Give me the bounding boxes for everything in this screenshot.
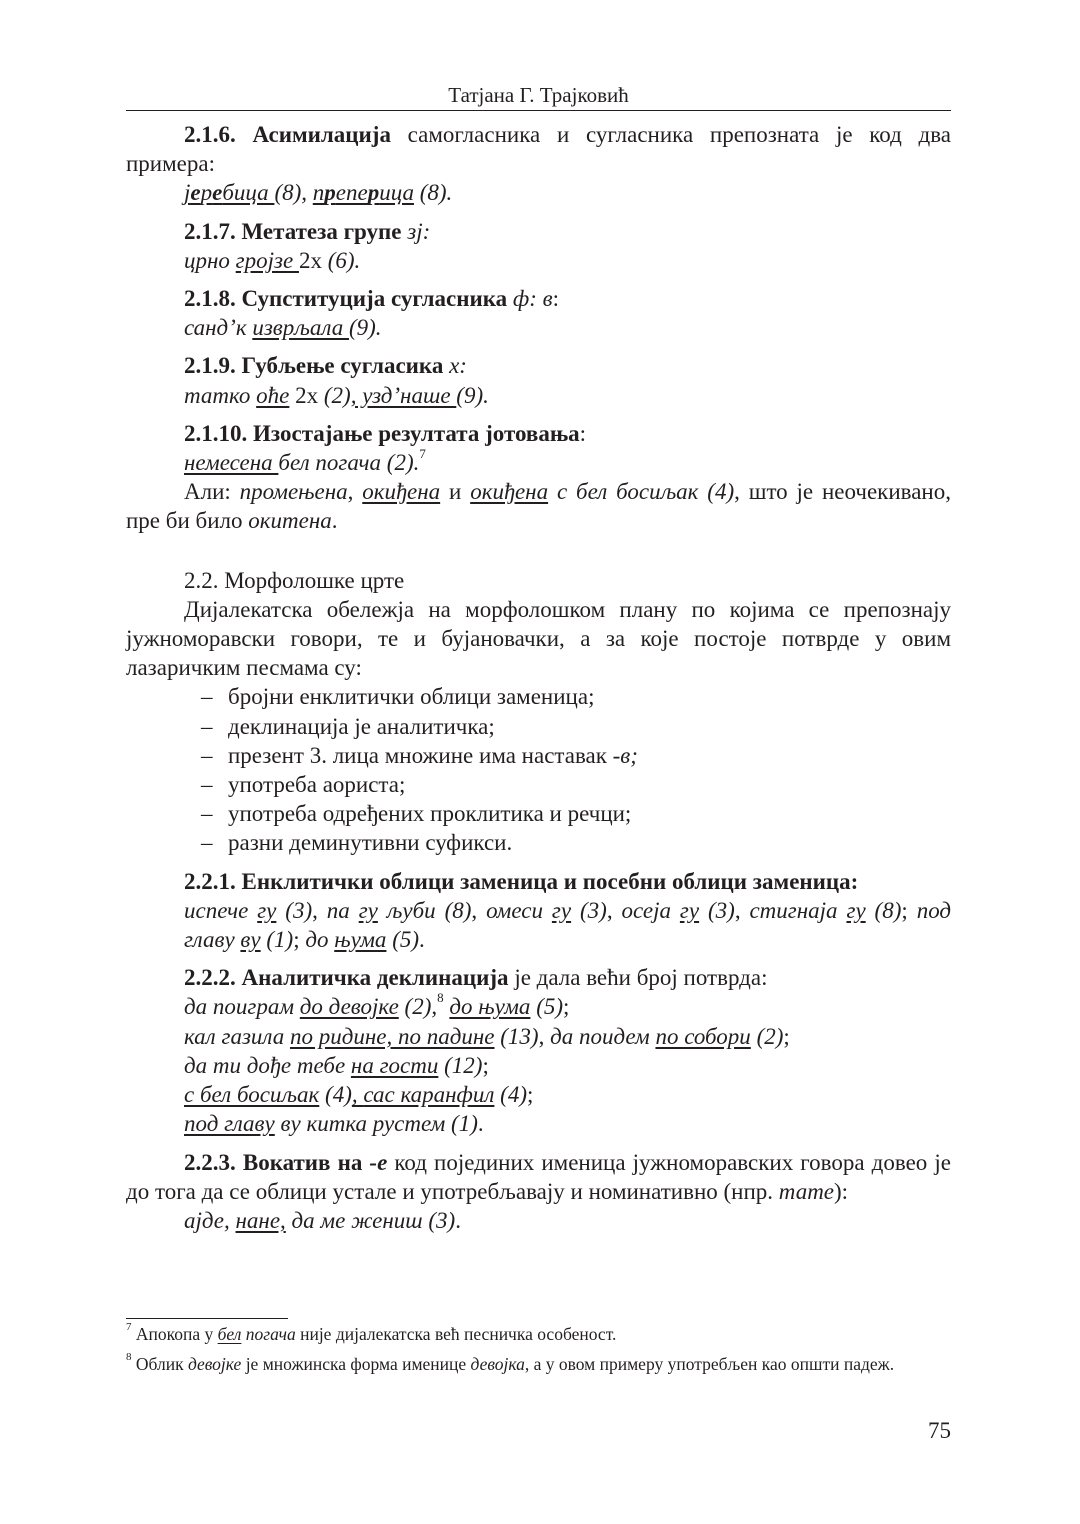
dash-marker: – [201, 742, 213, 768]
section-title: 2.2.1. Енклитички облици заменица и посебни облици заменица: [184, 868, 859, 894]
example-fragment: испече [184, 897, 258, 923]
text-fragment: окиђена [362, 479, 441, 505]
list-item-text: презент 3. лица множине има наставак [228, 742, 613, 768]
example-fragment: р [367, 180, 380, 206]
example-fragment: бел погача (2). [278, 450, 420, 476]
example-fragment: нане, [235, 1207, 286, 1233]
main-text [126, 120, 951, 1235]
example-fragment: 2х [298, 247, 322, 273]
section-number: 2.1.9. [184, 353, 242, 379]
section-number: 2.1.8. [184, 286, 242, 312]
footnote-text: није дијалекатска већ песничка особеност. [295, 1324, 617, 1344]
example-fragment: немесена [184, 450, 279, 476]
list-item [126, 828, 951, 857]
example-fragment: ј [184, 180, 191, 206]
example-fragment: (13) [494, 1023, 539, 1049]
section-2-1-6 [126, 120, 951, 178]
example-fragment: (8) [865, 897, 902, 923]
example-fragment: (2) [323, 382, 351, 408]
punctuation: : [579, 420, 587, 446]
example-fragment: љуби (8) [377, 897, 472, 923]
example-fragment: р [324, 180, 336, 206]
list-item [126, 741, 951, 770]
example-fragment: ; [783, 1023, 790, 1049]
example-line [126, 1206, 951, 1235]
example-fragment: да поиграм [184, 994, 300, 1020]
section-text: је дала већи број потврда: [508, 965, 768, 991]
section-number: 2.2.3. Вокатив на [184, 1149, 370, 1175]
section-number: 2.2.2. [184, 965, 242, 991]
text-fragment: и [440, 479, 471, 505]
example-fragment: ву китка рустем (1) [274, 1111, 478, 1137]
example-fragment: на гости [350, 1052, 439, 1078]
example-line [126, 246, 951, 275]
section-number: 2.1.10. [184, 420, 253, 446]
example-fragment: (8). [413, 180, 453, 206]
dash-marker: – [201, 830, 213, 856]
example-fragment: омеси [486, 897, 552, 923]
section-text: самогласника и сугласника препозната је код два примера: [126, 122, 952, 177]
section-title: Метатеза групе [241, 218, 402, 244]
example-fragment: (2) [750, 1023, 784, 1049]
header-rule [126, 110, 951, 111]
list-item-text: разни деминутивни суфикси. [228, 830, 513, 856]
dash-marker: – [201, 801, 213, 827]
list-item-text: употреба аориста; [228, 772, 406, 798]
footnote-rule [126, 1318, 288, 1319]
text-fragment: , [347, 479, 363, 505]
example-fragment: ву [240, 927, 261, 953]
section-text: тате [778, 1178, 835, 1204]
example-fragment: . [419, 927, 425, 953]
footnote-number: 7 [126, 1321, 132, 1333]
list-item-text: бројни енклитички облици заменица; [228, 684, 595, 710]
footnote-text: Апокопа у [131, 1324, 218, 1344]
example-fragment: . [477, 1111, 484, 1137]
section-feature: -е [369, 1149, 388, 1175]
section-2-1-9 [126, 351, 951, 380]
example-fragment: (9). [348, 315, 382, 341]
example-fragment: ица [379, 180, 414, 206]
example-fragment: п [312, 180, 325, 206]
section-2-1-8 [126, 284, 951, 313]
text-fragment: промењена [239, 479, 348, 505]
example-fragment: ; [293, 927, 306, 953]
example-fragment: по собори [655, 1023, 751, 1049]
example-fragment: да ти дође тебе [184, 1052, 351, 1078]
text-fragment: с бел босиљак (4) [548, 479, 735, 505]
running-head: Татјана Г. Трајковић [448, 83, 629, 107]
text-fragment: Али: [184, 479, 240, 505]
section-2-2-2 [126, 963, 951, 992]
example-fragment: ; [482, 1052, 489, 1078]
footnote-text: бел [217, 1324, 242, 1344]
text-fragment: окитена [248, 508, 332, 534]
section-feature: х: [443, 353, 467, 379]
section-feature: ф: в [507, 286, 553, 312]
example-fragment: ; [563, 994, 570, 1020]
example-fragment: (5) [530, 994, 564, 1020]
example-fragment: (3) [276, 897, 313, 923]
footnote-reference: 8 [437, 990, 444, 1006]
section-2-2-heading: 2.2. Морфолошке црте [184, 567, 405, 593]
text-fragment: , што је неочекивано, пре би било [126, 479, 951, 534]
example-fragment: под главу [184, 897, 952, 953]
example-fragment: (3) [699, 897, 735, 923]
example-fragment: гројзе [235, 247, 299, 273]
example-fragment: изврљала [252, 315, 349, 341]
example-line [126, 1080, 951, 1109]
example-fragment: до девојке [299, 994, 399, 1020]
list-item-text: деклинација је аналитичка; [228, 713, 495, 739]
footnote-text: девојка [470, 1353, 525, 1374]
example-fragment: татко [184, 382, 257, 408]
section-2-2-3 [126, 1148, 951, 1206]
example-line [126, 178, 951, 207]
footnote-text: је множинска форма именице [241, 1353, 471, 1374]
section-2-1-10 [126, 419, 951, 448]
example-fragment: , [312, 897, 327, 923]
example-fragment: под главу [184, 1111, 275, 1137]
example-fragment: (3) [571, 897, 607, 923]
example-fragment: оће [256, 382, 290, 408]
example-fragment: (5) [386, 927, 420, 953]
example-fragment: стигнаја [749, 897, 847, 923]
example-fragment: . [455, 1207, 461, 1233]
example-fragment: санд’к [184, 315, 253, 341]
example-fragment: епе [335, 180, 368, 206]
page-number: 75 [928, 1418, 951, 1443]
example-fragment: ајде, [184, 1207, 236, 1233]
footnote-text: погача [241, 1324, 296, 1344]
footnote-text: , а у овом примеру употребљен као општи падеж. [524, 1353, 895, 1374]
example-fragment: (4) [494, 1082, 527, 1108]
footnote-text: Облик [131, 1353, 188, 1374]
list-item [126, 712, 951, 741]
dash-marker: – [201, 772, 213, 798]
example-fragment: гу [358, 897, 378, 923]
section-number: 2.1.6. [184, 122, 253, 147]
example-line [126, 381, 951, 410]
example-fragment: , [538, 1023, 551, 1049]
section-title: Супституција сугласника [241, 286, 508, 312]
example-fragment: гу [679, 897, 700, 923]
example-fragment: гу [257, 897, 277, 923]
footnotes [126, 1323, 951, 1382]
example-fragment: гу [551, 897, 572, 923]
example-fragment: ; [901, 897, 917, 923]
example-fragment: , [734, 897, 750, 923]
example-fragment: е [190, 180, 201, 206]
example-fragment: (4) [319, 1082, 352, 1108]
example-fragment: осеја [621, 897, 680, 923]
list-item-text: -в; [612, 742, 638, 768]
example-fragment: сас каранфил [363, 1082, 495, 1108]
example-line [126, 1051, 951, 1080]
footnote-text: девојке [187, 1353, 242, 1374]
example-fragment: па [326, 897, 359, 923]
section-title: Губљење сугласика [241, 353, 444, 379]
feature-list [126, 682, 951, 857]
example-fragment: р [200, 180, 213, 206]
section-number: 2.1.7. [184, 218, 242, 244]
dash-marker: – [201, 684, 213, 710]
section-2-2-1 [126, 867, 951, 896]
text-fragment: . [331, 508, 338, 534]
example-fragment: (9). [456, 382, 489, 408]
punctuation: ): [834, 1178, 849, 1204]
example-line [126, 1109, 951, 1138]
example-fragment: по ридине, по падине [289, 1023, 495, 1049]
example-fragment: , [471, 897, 487, 923]
example-fragment: бица [222, 180, 275, 206]
example-fragment: црно [184, 247, 236, 273]
section-text: код појединих именица јужноморавских говора довео је до тога да се облици устале и употребљавају и номинативно (нпр. [126, 1149, 951, 1204]
example-line [126, 992, 951, 1021]
example-fragment: е [212, 180, 223, 206]
example-paragraph [126, 896, 951, 954]
example-fragment: (12) [438, 1052, 483, 1078]
example-line [126, 1022, 951, 1051]
list-item-text: употреба одређених проклитика и речци; [228, 801, 632, 827]
example-fragment: , [606, 897, 622, 923]
example-fragment: (6). [321, 247, 361, 273]
list-item [126, 682, 951, 711]
example-fragment: кал газила [184, 1023, 290, 1049]
example-fragment: (8), [274, 180, 313, 206]
dash-marker: – [201, 713, 213, 739]
list-item [126, 799, 951, 828]
section-2-2-intro: Дијалекатска обележја на морфолошком плану по којима се препознају јужноморавски говори, те и бујановачки, а за које постоје потврде у овим лазаричким песмама су: [126, 596, 951, 681]
example-line [126, 448, 951, 477]
example-fragment: 2х [289, 382, 324, 408]
text-fragment: окиђена [470, 479, 549, 505]
example-line [126, 313, 951, 342]
paragraph-ali [126, 477, 951, 535]
example-fragment: до [305, 927, 335, 953]
section-title: Аналитичка деклинација [241, 965, 509, 991]
example-fragment: , узд’наше [350, 382, 457, 408]
example-fragment: ; [526, 1082, 534, 1108]
example-fragment: до њума [449, 994, 531, 1020]
example-fragment: (2), [398, 994, 438, 1020]
example-fragment: да поидем [550, 1023, 656, 1049]
example-fragment: с бел босиљак [184, 1082, 320, 1108]
example-fragment: да ме жениш (3) [285, 1207, 456, 1233]
footnote-reference: 7 [419, 446, 426, 462]
example-fragment: гу [846, 897, 866, 923]
punctuation: : [552, 286, 560, 312]
section-2-1-7 [126, 217, 951, 246]
section-feature: зј: [401, 218, 431, 244]
footnote-7 [126, 1323, 951, 1347]
list-item [126, 770, 951, 799]
section-title: Изостајање резултата јотовања [253, 420, 580, 446]
example-fragment: , [351, 1082, 364, 1108]
example-fragment: њума [334, 927, 387, 953]
footnote-number: 8 [126, 1350, 132, 1363]
footnote-8 [126, 1350, 951, 1377]
section-title: Асимилација [252, 122, 391, 147]
example-fragment: (1) [260, 927, 294, 953]
